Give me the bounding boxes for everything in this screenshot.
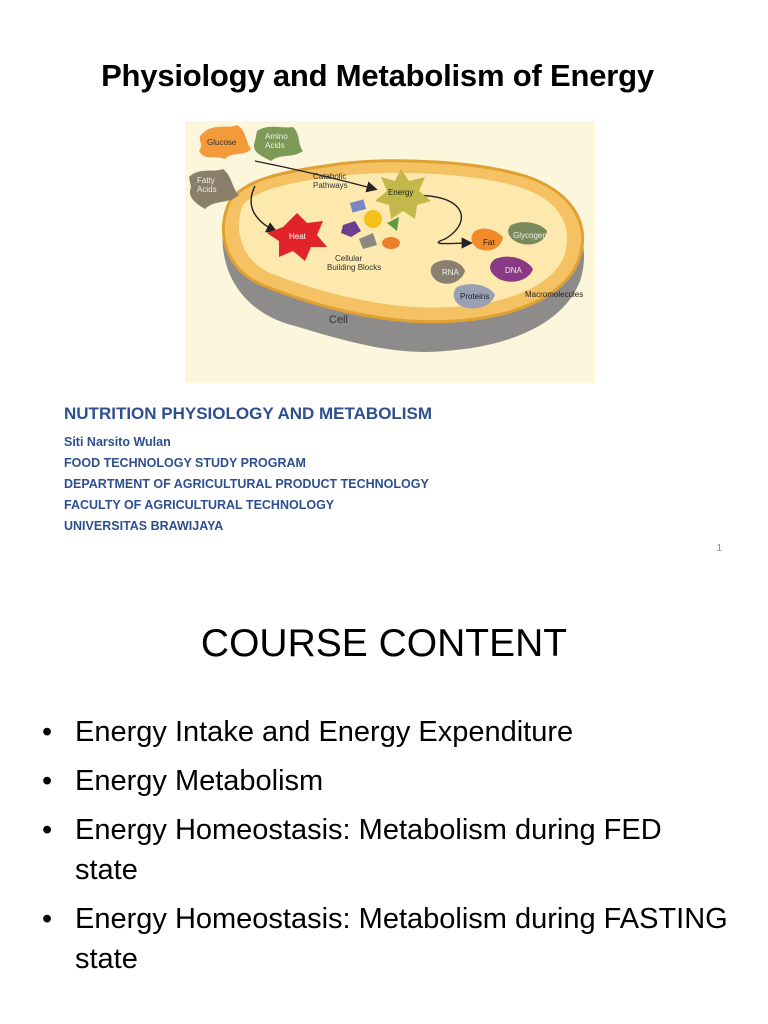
- fatty-acids-label-2: Acids: [197, 185, 217, 194]
- slide-course-content: [0, 576, 768, 1024]
- meta-line-study-program: FOOD TECHNOLOGY STUDY PROGRAM: [64, 456, 306, 470]
- heat-label: Heat: [289, 232, 306, 241]
- fatty-acids-label-1: Fatty: [197, 176, 215, 185]
- bullet-icon: •: [42, 814, 53, 846]
- catabolic-label-2: Pathways: [313, 181, 348, 190]
- amino-acids-label-2: Acids: [265, 141, 285, 150]
- list-item-text: Energy Homeostasis: Metabolism during FED state: [75, 814, 662, 886]
- meta-line-university: UNIVERSITAS BRAWIJAYA: [64, 519, 224, 533]
- meta-line-faculty: FACULTY OF AGRICULTURAL TECHNOLOGY: [64, 498, 335, 512]
- page-number: 1: [716, 543, 722, 554]
- list-item: [42, 761, 732, 801]
- glucose-label: Glucose: [207, 138, 237, 147]
- course-content-title: COURSE CONTENT: [200, 622, 568, 665]
- slide-title-heading: Physiology and Metabolism of Energy: [101, 58, 654, 93]
- building-block-orange: [382, 237, 400, 249]
- building-block-yellow: [364, 210, 382, 228]
- list-item: [42, 712, 732, 752]
- proteins-label: Proteins: [460, 292, 490, 301]
- catabolic-label-1: Catabolic: [313, 172, 347, 181]
- course-meta: [64, 404, 684, 537]
- building-blocks-label-2: Building Blocks: [327, 263, 382, 272]
- building-blocks-label-1: Cellular: [335, 254, 363, 263]
- list-item-text: Energy Metabolism: [75, 765, 324, 797]
- rna-label: RNA: [442, 268, 459, 277]
- macromolecules-label: Macromolecules: [525, 290, 584, 299]
- bullet-icon: •: [42, 716, 53, 748]
- bullet-icon: •: [42, 765, 53, 797]
- list-item-text: Energy Intake and Energy Expenditure: [75, 716, 574, 748]
- author-name: Siti Narsito Wulan: [64, 435, 171, 449]
- list-item: [42, 899, 732, 979]
- amino-acids-label-1: Amino: [265, 132, 288, 141]
- bullet-icon: •: [42, 903, 53, 935]
- cell-metabolism-figure: [185, 121, 595, 383]
- course-name: NUTRITION PHYSIOLOGY AND METABOLISM: [64, 404, 433, 423]
- glycogen-label: Glycogen: [513, 231, 547, 240]
- fat-label: Fat: [483, 238, 495, 247]
- list-item: [42, 810, 732, 890]
- list-item-text: Energy Homeostasis: Metabolism during FASTING state: [75, 903, 728, 975]
- course-content-list: [42, 712, 732, 988]
- meta-line-department: DEPARTMENT OF AGRICULTURAL PRODUCT TECHNOLOGY: [64, 477, 429, 491]
- cell-label: Cell: [329, 314, 348, 326]
- dna-label: DNA: [505, 266, 522, 275]
- energy-label: Energy: [388, 188, 414, 197]
